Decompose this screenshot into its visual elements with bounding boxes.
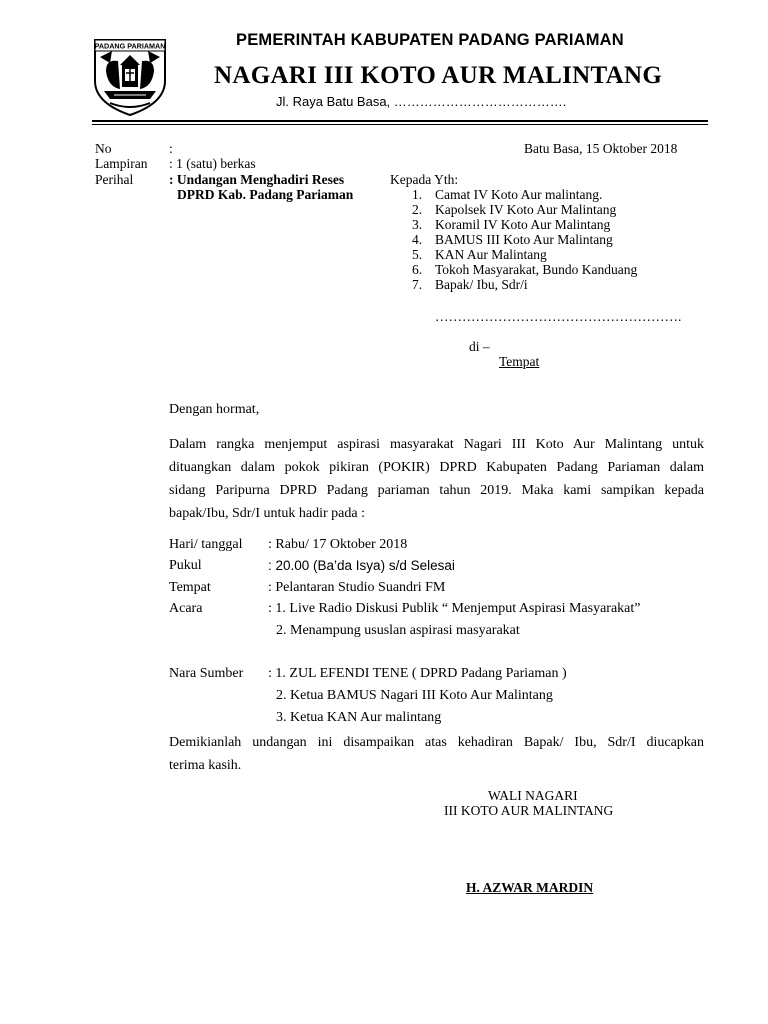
lampiran-value: : 1 (satu) berkas xyxy=(169,156,256,171)
letter-date: Batu Basa, 15 Oktober 2018 xyxy=(524,141,678,156)
padang-pariaman-emblem xyxy=(92,37,168,117)
recipients-heading: Kepada Yth: xyxy=(390,172,459,187)
paragraph-line: dituangkan dalam pokok pikiran (POKIR) DPRD Kabupaten Padang Pariaman dalam xyxy=(169,460,704,475)
nara-sumber-item-2: 2. Ketua BAMUS Nagari III Koto Aur Malintang xyxy=(276,688,553,703)
hari-value: : Rabu/ 17 Oktober 2018 xyxy=(268,537,408,552)
recipient-number: 6. xyxy=(412,262,423,277)
perihal-value: : Undangan Menghadiri Reses xyxy=(169,172,345,187)
hari-label: Hari/ tanggal xyxy=(169,537,243,552)
signatory-name: H. AZWAR MARDIN xyxy=(466,880,594,895)
lampiran-label: Lampiran xyxy=(95,156,148,171)
letterhead-rule-thick xyxy=(92,120,708,122)
recipient-item: Koramil IV Koto Aur Malintang xyxy=(435,217,611,232)
address: Jl. Raya Batu Basa, …………………………………. xyxy=(276,94,567,109)
recipient-item: Kapolsek IV Koto Aur Malintang xyxy=(435,202,617,217)
nara-sumber-label: Nara Sumber xyxy=(169,666,244,681)
pukul-value: : 20.00 (Ba’da Isya) s/d Selesai xyxy=(268,558,455,573)
acara-item-2: 2. Menampung ususlan aspirasi masyarakat xyxy=(276,623,520,638)
recipient-number: 5. xyxy=(412,247,423,262)
nara-sumber-item-3: 3. Ketua KAN Aur malintang xyxy=(276,710,442,725)
government-name: PEMERINTAH KABUPATEN PADANG PARIAMAN xyxy=(236,31,624,49)
signature-title-continued: III KOTO AUR MALINTANG xyxy=(444,803,614,818)
nara-sumber-item-1: : 1. ZUL EFENDI TENE ( DPRD Padang Pariaman ) xyxy=(268,666,567,681)
paragraph-line: bapak/Ibu, Sdr/I untuk hadir pada : xyxy=(169,506,365,521)
tempat-acara-value: : Pelantaran Studio Suandri FM xyxy=(268,580,446,595)
tempat-acara-label: Tempat xyxy=(169,580,211,595)
tempat-label: Tempat xyxy=(499,354,540,369)
acara-label: Acara xyxy=(169,601,203,616)
acara-item-1: : 1. Live Radio Diskusi Publik “ Menjemput Aspirasi Masyarakat” xyxy=(268,601,641,616)
recipient-number: 2. xyxy=(412,202,423,217)
recipient-item: KAN Aur Malintang xyxy=(435,247,547,262)
recipient-dots: ………………………………………………. xyxy=(435,309,682,324)
no-value: : xyxy=(169,141,173,156)
greeting: Dengan hormat, xyxy=(169,402,260,417)
closing-line: Demikianlah undangan ini disampaikan atas kehadiran Bapak/ Ibu, Sdr/I diucapkan xyxy=(169,735,704,750)
body-paragraph xyxy=(169,433,704,525)
recipient-item: Bapak/ Ibu, Sdr/i xyxy=(435,277,528,292)
emblem-label: PADANG PARIAMAN xyxy=(94,41,166,51)
recipient-item: Tokoh Masyarakat, Bundo Kanduang xyxy=(435,262,638,277)
pukul-label: Pukul xyxy=(169,558,202,573)
recipient-number: 1. xyxy=(412,187,423,202)
nagari-name: NAGARI III KOTO AUR MALINTANG xyxy=(214,62,663,89)
perihal-label: Perihal xyxy=(95,172,134,187)
perihal-value-continued: DPRD Kab. Padang Pariaman xyxy=(177,187,354,202)
closing-paragraph xyxy=(169,731,704,777)
no-label: No xyxy=(95,141,112,156)
recipient-number: 3. xyxy=(412,217,423,232)
di-label: di – xyxy=(469,339,490,354)
closing-line: terima kasih. xyxy=(169,758,242,773)
recipient-number: 7. xyxy=(412,277,423,292)
recipient-number: 4. xyxy=(412,232,423,247)
recipient-item: BAMUS III Koto Aur Malintang xyxy=(435,232,613,247)
paragraph-line: Dalam rangka menjemput aspirasi masyarakat Nagari III Koto Aur Malintang untuk xyxy=(169,437,704,452)
letterhead-rule-thin xyxy=(92,124,708,125)
recipient-item: Camat IV Koto Aur malintang. xyxy=(435,187,603,202)
paragraph-line: sidang Paripurna DPRD Padang pariaman tahun 2019. Maka kami sampikan kepada xyxy=(169,483,704,498)
signature-title: WALI NAGARI xyxy=(488,788,578,803)
